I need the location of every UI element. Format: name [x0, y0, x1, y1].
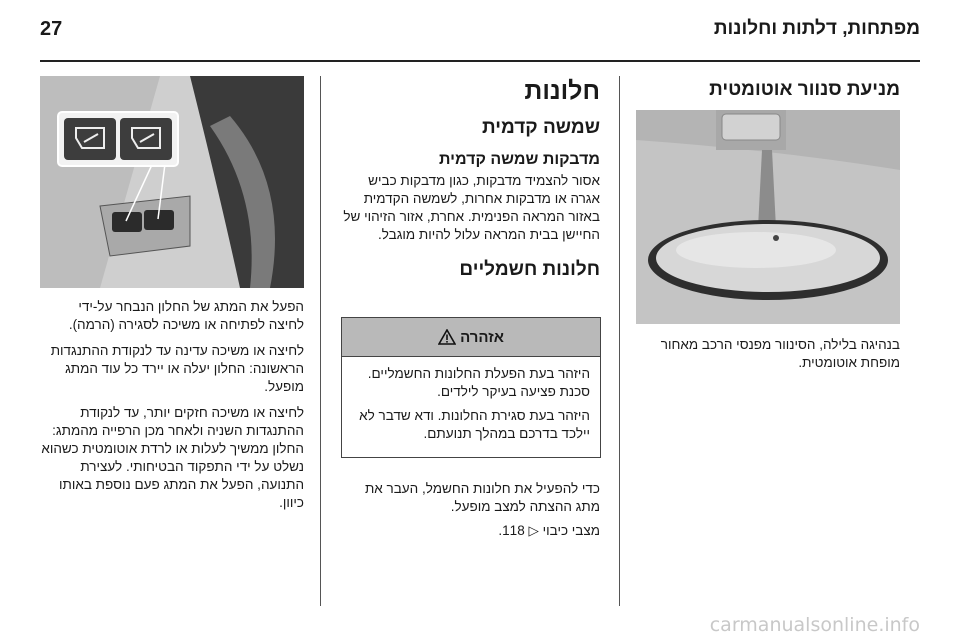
mirror-caption: בנהיגה בלילה, הסינוור מפנסי הרכב מאחור מופחת אוטומטית.	[660, 337, 900, 370]
section-title-auto-dimming: מניעת סנוור אוטומטית	[709, 79, 900, 100]
warning-triangle-icon	[438, 329, 456, 345]
mirror-photo	[636, 110, 900, 324]
column-divider-left	[320, 76, 321, 606]
firm-press-paragraph: לחיצה או משיכה חזקים יותר, עד לנקודת ההתנגדות השניה ולאחר מכן הרפייה מהמתג: החלון ממשיך לעלות או לרדת אוטומטית כשהוא נשלט על ידי התפקוד הבטיחותי. לעצירת התנועה, הפעל את המתג פעם נוספת באותו כיוון.	[41, 405, 304, 510]
page-number: 27	[40, 18, 63, 40]
header-rule	[40, 60, 920, 62]
chapter-title: מפתחות, דלתות וחלונות	[713, 18, 920, 39]
column-left-text	[40, 298, 304, 512]
subsection-windscreen-stickers: מדבקות שמשה קדמית	[439, 151, 600, 168]
rearview-mirror-illustration	[636, 110, 900, 324]
section-title-windows: חלונות	[524, 77, 600, 105]
reference-label: מצבי כיבוי	[542, 523, 600, 538]
stickers-paragraph: אסור להצמיד מדבקות, כגון מדבקות כביש אגרה או מדבקות אחרות, לשמשה הקדמית באזור המראה הפנימית. אחרת, אזור הזיהוי של החיישן בבית המראה עלול להיות מוגבל.	[343, 173, 600, 242]
watermark: carmanualsonline.info	[709, 614, 920, 636]
warning-header	[342, 318, 600, 357]
light-press-paragraph: לחיצה או משיכה עדינה עד לנקודת ההתנגדות הראשונה: החלון יעלה או יירד כל עוד המתג מופעל.	[50, 343, 304, 394]
subsection-windscreen: שמשה קדמית	[481, 117, 600, 138]
column-middle	[340, 76, 600, 282]
warning-paragraph-1: היזהר בעת הפעלת החלונות החשמליים. סכנת פציעה בעיקר לילדים.	[367, 366, 590, 399]
warning-title: אזהרה	[460, 328, 504, 346]
column-middle-lower	[340, 480, 600, 540]
column-right	[636, 78, 900, 102]
door-switch-illustration	[40, 76, 304, 288]
warning-box	[341, 317, 601, 458]
reference-arrow-icon: ▷	[528, 523, 539, 538]
warning-paragraph-2: היזהר בעת סגירת החלונות. ודא שדבר לא יילכד בדרכם במהלך תנועתם.	[359, 408, 590, 441]
ignition-paragraph: כדי להפעיל את חלונות החשמל, העבר את מתג ההצתה למצב מופעל.	[364, 481, 600, 514]
switch-operation-paragraph: הפעל את המתג של החלון הנבחר על-ידי לחיצה לפתיחה או משיכה לסגירה (הרמה).	[68, 299, 304, 332]
warning-body	[342, 357, 600, 457]
column-right-text	[636, 336, 900, 372]
column-divider-right	[619, 76, 620, 606]
reference-page-link[interactable]: 118	[502, 523, 525, 538]
subsection-power-windows: חלונות חשמליים	[459, 259, 600, 280]
page-header	[40, 14, 920, 48]
ignition-modes-reference: מצבי כיבוי ▷ 118.	[498, 523, 600, 538]
window-switch-photo	[40, 76, 304, 288]
